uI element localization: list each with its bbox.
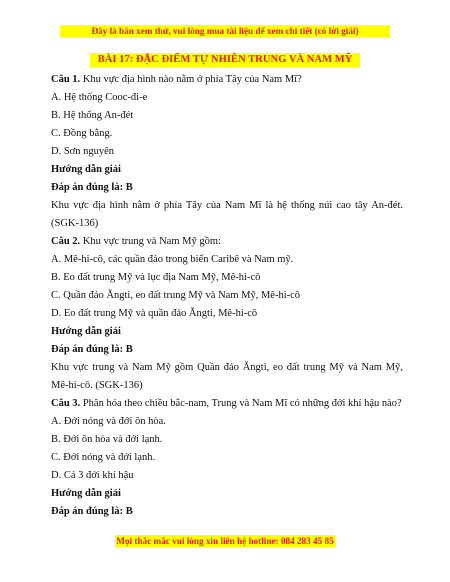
option-d: D. Cả 3 đới khí hậu [51, 470, 134, 481]
question-text: Khu vực trung và Nam Mỹ gồm: [80, 236, 221, 247]
hotline-footer-banner: Mọi thắc mắc vui lòng xin liên hệ hotline: 084 283 45 85 [116, 536, 334, 546]
option-a: A. Hệ thống Cooc-đi-e [51, 92, 148, 103]
question-text: Phân hóa theo chiều bắc-nam, Trung và Nam Mĩ có những đới khí hậu nào? [80, 398, 402, 409]
correct-answer: Đáp án đúng là: B [51, 344, 133, 355]
lesson-title: BÀI 17: ĐẶC ĐIỂM TỰ NHIÊN TRUNG VÀ NAM MỸ [90, 53, 360, 67]
option-c: C. Đới nóng và đới lạnh. [51, 452, 156, 463]
guide-heading: Hướng dẫn giải [51, 326, 121, 337]
option-a: A. Đới nóng và đới ôn hòa. [51, 416, 166, 427]
option-b: B. Đới ôn hòa và đới lạnh. [51, 434, 163, 445]
question-label: Câu 3. [51, 398, 81, 409]
option-a: A. Mê-hi-cô, các quần đảo trong biển Caribê và Nam mỹ. [51, 254, 294, 265]
option-d: D. Sơn nguyên [51, 146, 115, 157]
option-d: D. Eo đất trung Mỹ và quần đảo Ăngti, Mê-hi-cô [51, 308, 258, 319]
guide-heading: Hướng dẫn giải [51, 164, 121, 175]
question-2 [51, 233, 403, 251]
question-label: Câu 1. [51, 74, 81, 85]
guide-heading: Hướng dẫn giải [51, 488, 121, 499]
option-b: B. Hệ thống An-đét [51, 110, 134, 121]
preview-notice-banner: Đây là bản xem thử, vui lòng mua tài liệu để xem chi tiết (có lời giải) [60, 25, 390, 37]
explanation: Khu vực địa hình nằm ở phía Tây của Nam Mĩ là hệ thống núi cao tây An-đét. (SGK-136) [51, 200, 403, 229]
correct-answer: Đáp án đúng là: B [51, 182, 133, 193]
option-c: C. Quần đảo Ăngti, eo đất trung Mỹ và Nam Mỹ, Mê-hi-cô [51, 290, 301, 301]
explanation: Khu vực trung và Nam Mỹ gồm Quần đảo Ăngti, eo đất trung Mỹ và Nam Mỹ, Mê-hi-cô. (SGK-136) [51, 362, 403, 391]
question-3 [51, 395, 403, 413]
question-1 [51, 71, 403, 89]
correct-answer: Đáp án đúng là: B [51, 506, 133, 517]
option-b: B. Eo đất trung Mỹ và lục địa Nam Mỹ, Mê-hi-cô [51, 272, 261, 283]
question-label: Câu 2. [51, 236, 81, 247]
document-content [51, 71, 403, 521]
question-text: Khu vực địa hình nào nằm ở phía Tây của Nam Mĩ? [80, 74, 302, 85]
option-c: C. Đồng bằng. [51, 128, 113, 139]
